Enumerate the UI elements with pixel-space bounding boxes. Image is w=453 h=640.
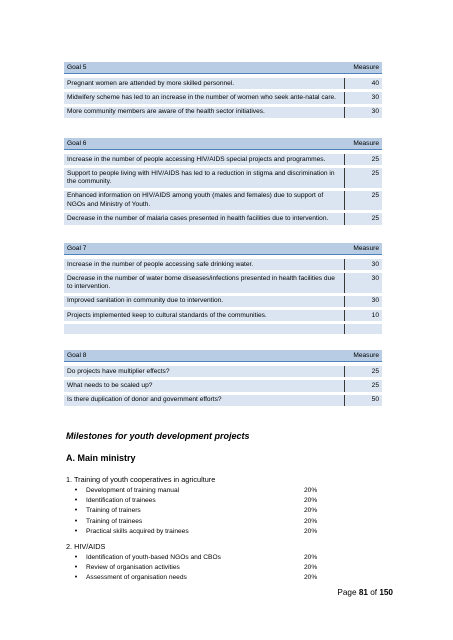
row-value: 30: [344, 296, 382, 307]
goal-title: Goal 6: [67, 139, 87, 147]
item-percent: 20%: [304, 553, 318, 561]
item-text: Training of trainers: [86, 507, 141, 515]
ministry-heading: A. Main ministry: [66, 453, 136, 463]
table-row: [64, 366, 382, 378]
row-text: Enhanced information on HIV/AIDS among youth (males and females) due to support of NGOs and Ministry of Youth.: [67, 192, 324, 208]
table-row: [64, 92, 382, 104]
goal-header: [64, 243, 382, 255]
table-row: [64, 380, 382, 392]
measure-label: Measure: [353, 139, 379, 147]
row-text: Projects implemented keep to cultural standards of the communities.: [67, 311, 267, 319]
bullet-icon: •: [74, 527, 78, 535]
row-value: [344, 324, 382, 334]
row-value: 30: [344, 259, 382, 270]
table-row: [64, 273, 382, 293]
item-percent: 20%: [304, 496, 318, 504]
milestones-heading: Milestones for youth development projects: [66, 431, 250, 441]
table-row: [64, 154, 382, 166]
page-of: of: [370, 588, 378, 597]
goal-title: Goal 7: [67, 244, 87, 252]
item-percent: 20%: [304, 517, 318, 525]
goal-header: [64, 350, 382, 362]
row-value: 30: [344, 273, 382, 292]
goal-title: Goal 8: [67, 351, 87, 359]
row-value: 25: [344, 154, 382, 165]
row-text: Decrease in the number of malaria cases presented in health facilities due to intervention.: [67, 214, 329, 222]
table-row-blank: [64, 324, 382, 335]
bullet-list: [66, 485, 386, 536]
bullet-icon: •: [74, 517, 78, 525]
row-value: 25: [344, 191, 382, 210]
row-value: 30: [344, 92, 382, 103]
table-row: [64, 78, 382, 90]
table-row: [64, 395, 382, 407]
row-text: Support to people living with HIV/AIDS has led to a reduction in stigma and discrimination in the community.: [67, 169, 335, 186]
page-current: 81: [358, 588, 368, 597]
row-value: 25: [344, 366, 382, 377]
item-text: Assessment of organisation needs: [86, 574, 187, 582]
list-item: [66, 573, 386, 583]
row-value: 25: [344, 380, 382, 391]
row-text: Do projects have multiplier effects?: [67, 367, 170, 375]
row-value: 25: [344, 168, 382, 187]
row-text: Is there duplication of donor and government efforts?: [67, 396, 222, 404]
goal-header: [64, 62, 382, 74]
table-row: [64, 259, 382, 271]
row-value: 50: [344, 395, 382, 406]
list-item: [66, 562, 386, 572]
item-percent: 20%: [304, 574, 318, 582]
goal-6-table: [64, 138, 382, 226]
row-text: Pregnant women are attended by more skilled personnel.: [67, 79, 235, 87]
item-text: Review of organisation activities: [86, 563, 180, 571]
item-percent: 20%: [304, 486, 318, 494]
bullet-icon: •: [74, 574, 78, 582]
item-text: Identification of youth-based NGOs and CBOs: [86, 553, 221, 561]
row-text: What needs to be scaled up?: [67, 381, 153, 389]
bullet-icon: •: [74, 496, 78, 504]
item-percent: 20%: [304, 527, 318, 535]
measure-label: Measure: [353, 351, 379, 359]
row-value: 40: [344, 78, 382, 89]
table-row: [64, 310, 382, 322]
bullet-icon: •: [74, 486, 78, 494]
list-item: [66, 552, 386, 562]
row-text: Improved sanitation in community due to intervention.: [67, 297, 224, 305]
page-number: [337, 588, 393, 597]
bullet-icon: •: [74, 553, 78, 561]
row-text: Increase in the number of people accessing safe drinking water.: [67, 260, 254, 268]
row-text: More community members are aware of the health sector initiatives.: [67, 108, 265, 116]
list-item: [66, 495, 386, 505]
item-text: Development of training manual: [86, 486, 180, 494]
table-row: [64, 296, 382, 308]
item-text: Identification of trainees: [86, 496, 156, 504]
goal-5-table: [64, 62, 382, 119]
list-item: [66, 485, 386, 495]
row-text: Decrease in the number of water borne diseases/infections presented in health facilities due to intervention.: [67, 274, 335, 291]
bullet-icon: •: [74, 507, 78, 515]
row-value: 10: [344, 310, 382, 321]
item-text: Practical skills acquired by trainees: [86, 527, 189, 535]
table-row: [64, 107, 382, 119]
row-text: Increase in the number of people accessing HIV/AIDS special projects and programmes.: [67, 155, 326, 163]
table-row: [64, 191, 382, 211]
goal-8-table: [64, 350, 382, 407]
list-item: [66, 506, 386, 516]
row-text: Midwifery scheme has led to an increase in the number of women who seek ante-natal care.: [67, 93, 337, 101]
item-text: Training of trainees: [86, 517, 143, 525]
item-percent: 20%: [304, 563, 318, 571]
list-item: [66, 516, 386, 526]
page-prefix: Page: [337, 588, 357, 597]
table-row: [64, 168, 382, 188]
row-text: [64, 324, 344, 334]
goal-title: Goal 5: [67, 63, 87, 71]
page-total: 150: [379, 588, 393, 597]
goal-7-table: [64, 243, 382, 335]
item-percent: 20%: [304, 507, 318, 515]
measure-label: Measure: [353, 63, 379, 71]
section-heading: 1. Training of youth cooperatives in agriculture: [66, 475, 216, 484]
table-row: [64, 213, 382, 225]
goal-header: [64, 138, 382, 150]
section-heading: 2. HIV/AIDS: [66, 542, 106, 551]
bullet-list: [66, 552, 386, 583]
bullet-icon: •: [74, 563, 78, 571]
measure-label: Measure: [353, 244, 379, 252]
row-value: 30: [344, 107, 382, 118]
list-item: [66, 526, 386, 536]
row-value: 25: [344, 213, 382, 224]
